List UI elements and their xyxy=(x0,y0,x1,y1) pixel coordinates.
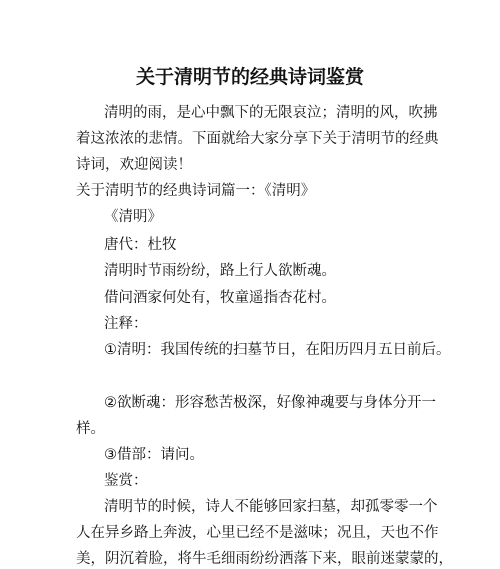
poem-author: 唐代：杜牧 xyxy=(104,237,177,253)
poem-line-2: 借问酒家何处有，牧童遥指杏花村。 xyxy=(104,290,336,306)
appreciation-line-3: 美，阴沉着脸，将牛毛细雨纷纷洒落下来，眼前迷蒙蒙的， xyxy=(76,551,453,567)
notes-heading: 注释： xyxy=(104,316,148,332)
note-2-line-1: ②欲断魂：形容愁苦极深，好像神魂要与身体分开一 xyxy=(104,395,436,411)
appreciation-heading: 鉴赏： xyxy=(104,473,148,489)
note-3: ③借部：请问。 xyxy=(104,447,204,463)
section-heading: 关于清明节的经典诗词篇一：《清明》 xyxy=(76,183,316,199)
note-2-line-2: 样。 xyxy=(76,421,105,437)
intro-line-1: 清明的雨，是心中飘下的无限哀泣；清明的风，吹拂 xyxy=(104,105,438,121)
appreciation-line-2: 人在异乡路上奔波，心里已经不是滋味；况且，天也不作 xyxy=(76,525,439,541)
poem-title: 《清明》 xyxy=(104,209,162,225)
note-1: ①清明：我国传统的扫墓节日，在阳历四月五日前后。 xyxy=(104,342,451,358)
intro-line-3: 诗词，欢迎阅读！ xyxy=(76,157,192,173)
appreciation-line-1: 清明节的时候，诗人不能够回家扫墓，却孤零零一个 xyxy=(104,499,438,515)
poem-line-1: 清明时节雨纷纷，路上行人欲断魂。 xyxy=(104,263,336,279)
intro-line-2: 着这浓浓的悲情。下面就给大家分享下关于清明节的经典 xyxy=(76,131,439,147)
page-title: 关于清明节的经典诗词鉴赏 xyxy=(135,66,364,88)
